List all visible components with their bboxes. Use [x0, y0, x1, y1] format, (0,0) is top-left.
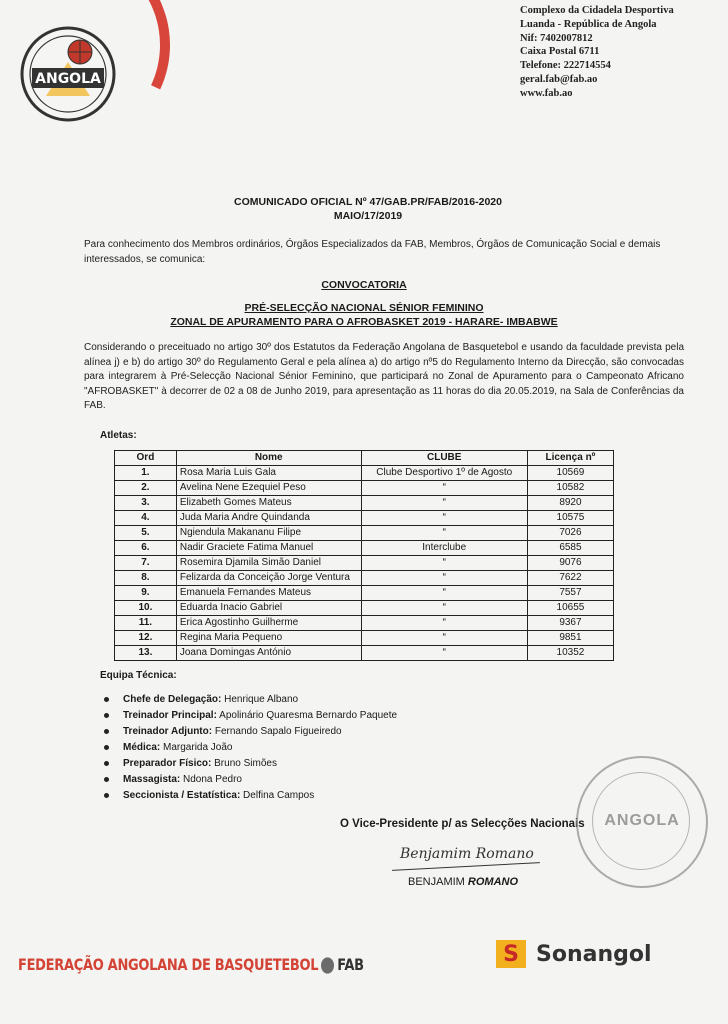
athlete-license: 7026: [527, 526, 613, 541]
athlete-license: 8920: [527, 496, 613, 511]
document-date: MAIO/17/2019: [333, 210, 403, 222]
table-row: [115, 601, 614, 616]
bullet-icon: [104, 697, 109, 702]
bullet-icon: [104, 793, 109, 798]
athlete-club: “: [361, 601, 527, 616]
athlete-ord: 1.: [115, 466, 177, 481]
table-header-row: [115, 451, 614, 466]
footer-abbrev: FAB: [337, 956, 364, 975]
header-licenca: Licença nº: [527, 451, 613, 466]
contact-line: Complexo da Cidadela Desportiva: [520, 5, 674, 16]
header-ord: Ord: [115, 451, 177, 466]
athlete-name: Regina Maria Pequeno: [176, 631, 361, 646]
athlete-ord: 3.: [115, 496, 177, 511]
staff-role: Médica:: [123, 742, 161, 753]
contact-line: Nif: 7402007812: [520, 32, 593, 44]
athlete-ord: 13.: [115, 646, 177, 661]
staff-name: Apolinário Quaresma Bernardo Paquete: [216, 710, 398, 721]
body-paragraph: Considerando o preceituado no artigo 30º dos Estatutos da Federação Angolana de Basquetebol e usando da faculdade prevista pela alínea j) e b) do artigo 30º do Regulamento Geral e pela alínea a) do artigo nº5 do Regulamento Interno da Direcção, são convocadas para integrarem à Pré-Selecção Nacional Sénior Feminino, que participará no Zonal de Apuramento para o Campeonato Africano "AFROBASKET" à decorrer de 02 a 08 de Junho 2019, para apresentação as 11 horas do dia 20.05.2019, na Sala de Conferências da FAB.: [84, 342, 684, 411]
athlete-ord: 7.: [115, 556, 177, 571]
stamp-text: ANGOLA: [604, 812, 680, 829]
athlete-name: Joana Domingas António: [176, 646, 361, 661]
staff-role: Preparador Físico:: [123, 758, 212, 769]
athlete-club: “: [361, 571, 527, 586]
staff-item: [104, 724, 397, 740]
athlete-license: 10575: [527, 511, 613, 526]
athlete-license: 9851: [527, 631, 613, 646]
basketball-icon: [321, 957, 334, 973]
athlete-name: Elizabeth Gomes Mateus: [176, 496, 361, 511]
athlete-ord: 8.: [115, 571, 177, 586]
table-row: [115, 646, 614, 661]
convocatoria-heading: CONVOCATORIA: [321, 279, 407, 291]
athlete-license: 10352: [527, 646, 613, 661]
athlete-license: 9367: [527, 616, 613, 631]
signer-first-name: BENJAMIM: [408, 876, 465, 888]
athlete-club: “: [361, 511, 527, 526]
staff-role: Treinador Adjunto:: [123, 726, 213, 737]
subtitle-selection: PRÉ-SELECÇÃO NACIONAL SÉNIOR FEMININO: [244, 302, 484, 314]
staff-item: [104, 756, 397, 772]
athlete-name: Emanuela Fernandes Mateus: [176, 586, 361, 601]
intro-paragraph: Para conhecimento dos Membros ordinários, Órgãos Especializados da FAB, Membros, Órgãos de Comunicação Social e demais interessados, se comunica:: [84, 239, 661, 265]
athlete-club: “: [361, 481, 527, 496]
federation-logo: [18, 24, 118, 129]
staff-item: [104, 708, 397, 724]
staff-name: Fernando Sapalo Figueiredo: [212, 726, 342, 737]
athlete-club: “: [361, 496, 527, 511]
vice-president-title: O Vice-Presidente p/ as Selecções Nacionais: [340, 818, 585, 830]
athletes-label: Atletas:: [100, 430, 137, 441]
athlete-license: 7557: [527, 586, 613, 601]
staff-label: Equipa Técnica:: [100, 670, 177, 681]
table-row: [115, 616, 614, 631]
athlete-license: 10655: [527, 601, 613, 616]
athlete-club: “: [361, 646, 527, 661]
athlete-name: Rosemira Djamila Simão Daniel: [176, 556, 361, 571]
athlete-ord: 4.: [115, 511, 177, 526]
athlete-name: Nadir Graciete Fatima Manuel: [176, 541, 361, 556]
header-clube: CLUBE: [361, 451, 527, 466]
staff-name: Bruno Simões: [211, 758, 277, 769]
bullet-icon: [104, 729, 109, 734]
signature-line: [392, 862, 540, 871]
bullet-icon: [104, 745, 109, 750]
staff-name: Henrique Albano: [221, 694, 299, 705]
athlete-club: “: [361, 586, 527, 601]
staff-list: [104, 692, 397, 804]
official-stamp: [576, 756, 708, 888]
contact-email[interactable]: geral.fab@fab.ao: [520, 73, 598, 85]
athlete-ord: 12.: [115, 631, 177, 646]
bullet-icon: [104, 761, 109, 766]
contact-line: Telefone: 222714554: [520, 60, 611, 72]
table-row: [115, 556, 614, 571]
staff-role: Massagista:: [123, 774, 181, 785]
sonangol-icon: S: [496, 940, 526, 968]
contact-line: Caixa Postal 6711: [520, 46, 600, 58]
athlete-club: “: [361, 526, 527, 541]
staff-name: Margarida João: [160, 742, 233, 753]
staff-name: Delfina Campos: [240, 790, 315, 801]
athlete-club: Interclube: [361, 541, 527, 556]
athlete-club: “: [361, 616, 527, 631]
table-row: [115, 541, 614, 556]
header-nome: Nome: [176, 451, 361, 466]
table-row: [115, 586, 614, 601]
contact-website[interactable]: www.fab.ao: [520, 87, 573, 99]
subtitle-zonal: ZONAL DE APURAMENTO PARA O AFROBASKET 2019 - HARARE- IMBABWE: [170, 316, 558, 328]
bullet-icon: [104, 777, 109, 782]
athlete-ord: 6.: [115, 541, 177, 556]
staff-item: [104, 692, 397, 708]
table-row: [115, 526, 614, 541]
athletes-table: [114, 450, 614, 661]
staff-item: [104, 788, 397, 804]
staff-name: Ndona Pedro: [180, 774, 242, 785]
athlete-ord: 9.: [115, 586, 177, 601]
sponsor-name: Sonangol: [536, 941, 652, 967]
signer-name: [408, 876, 518, 888]
logo-text: ANGOLA: [35, 71, 101, 87]
table-row: [115, 466, 614, 481]
bullet-icon: [104, 713, 109, 718]
athlete-ord: 5.: [115, 526, 177, 541]
athlete-name: Ngiendula Makananu Filipe: [176, 526, 361, 541]
staff-item: [104, 740, 397, 756]
staff-role: Seccionista / Estatística:: [123, 790, 241, 801]
footer-federation: [18, 956, 364, 975]
athlete-club: “: [361, 631, 527, 646]
table-row: [115, 481, 614, 496]
table-row: [115, 631, 614, 646]
contact-block: [520, 4, 674, 101]
document-title: COMUNICADO OFICIAL Nº 47/GAB.PR/FAB/2016-2020: [234, 196, 502, 208]
table-row: [115, 511, 614, 526]
athlete-license: 10569: [527, 466, 613, 481]
athlete-club: Clube Desportivo 1º de Agosto: [361, 466, 527, 481]
signer-last-name: ROMANO: [467, 876, 519, 888]
athlete-name: Juda Maria Andre Quindanda: [176, 511, 361, 526]
staff-item: [104, 772, 397, 788]
athlete-name: Eduarda Inacio Gabriel: [176, 601, 361, 616]
handwritten-signature: Benjamim Romano: [400, 846, 534, 862]
athlete-ord: 11.: [115, 616, 177, 631]
staff-role: Chefe de Delegação:: [123, 694, 222, 705]
table-row: [115, 571, 614, 586]
athlete-club: “: [361, 556, 527, 571]
athlete-name: Felizarda da Conceição Jorge Ventura: [176, 571, 361, 586]
table-row: [115, 496, 614, 511]
athlete-license: 7622: [527, 571, 613, 586]
athlete-ord: 10.: [115, 601, 177, 616]
athlete-license: 6585: [527, 541, 613, 556]
athlete-license: 9076: [527, 556, 613, 571]
athlete-ord: 2.: [115, 481, 177, 496]
athlete-name: Erica Agostinho Guilherme: [176, 616, 361, 631]
athlete-name: Avelina Nene Ezequiel Peso: [176, 481, 361, 496]
staff-role: Treinador Principal:: [123, 710, 217, 721]
contact-line: Luanda - República de Angola: [520, 18, 657, 30]
athlete-license: 10582: [527, 481, 613, 496]
footer-federation-name: FEDERAÇÃO ANGOLANA DE BASQUETEBOL: [18, 956, 319, 975]
sponsor-logo: [496, 940, 652, 968]
athlete-name: Rosa Maria Luis Gala: [176, 466, 361, 481]
